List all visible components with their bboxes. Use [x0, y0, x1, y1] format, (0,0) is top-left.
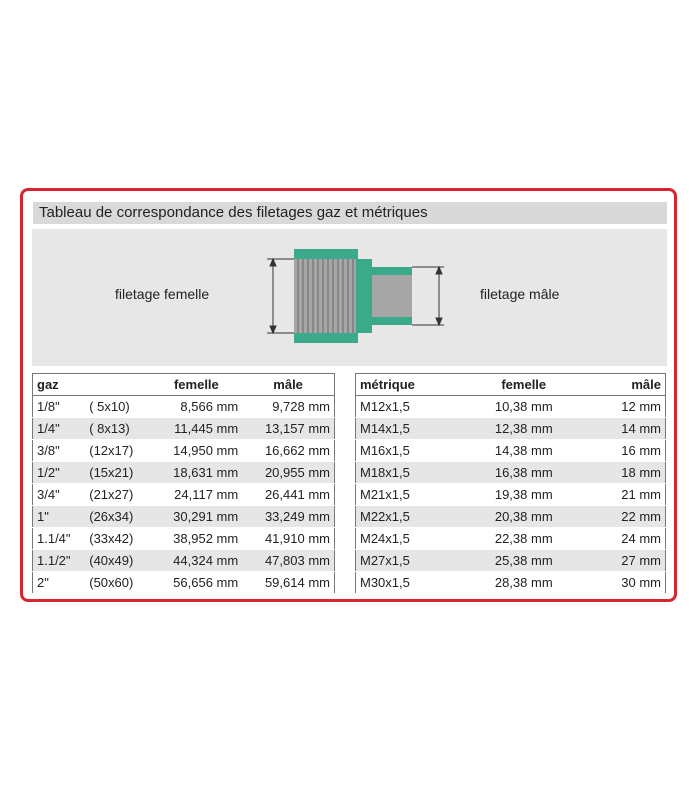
gaz-value: 2" — [33, 572, 86, 594]
gaz-size: (12x17) — [85, 440, 150, 462]
table-row — [356, 462, 666, 484]
table-title: Tableau de correspondance des filetages gaz et métriques — [33, 202, 667, 224]
table-row — [33, 484, 335, 506]
female-dimension-arrow — [267, 259, 294, 333]
male-value: 59,614 mm — [242, 572, 334, 594]
metrique-value: M12x1,5 — [356, 396, 467, 418]
male-value: 13,157 mm — [242, 418, 334, 440]
gaz-table — [32, 373, 335, 594]
metric-table-header — [356, 374, 666, 396]
femelle-value: 22,38 mm — [466, 528, 581, 550]
table-row — [356, 484, 666, 506]
male-value: 12 mm — [581, 396, 665, 418]
femelle-value: 10,38 mm — [466, 396, 581, 418]
femelle-value: 20,38 mm — [466, 506, 581, 528]
metric-table — [355, 373, 666, 594]
table-row — [33, 506, 335, 528]
gaz-value: 1/4" — [33, 418, 86, 440]
gaz-value: 1/8" — [33, 396, 86, 418]
female-thread-label: filetage femelle — [115, 286, 210, 302]
male-value: 9,728 mm — [242, 396, 334, 418]
femelle-value: 44,324 mm — [151, 550, 243, 572]
male-value: 30 mm — [581, 572, 665, 594]
femelle-value: 18,631 mm — [151, 462, 243, 484]
metrique-value: M22x1,5 — [356, 506, 467, 528]
gaz-size: (50x60) — [85, 572, 150, 594]
table-row — [33, 462, 335, 484]
gaz-value: 1.1/4" — [33, 528, 86, 550]
table-row — [356, 528, 666, 550]
header-femelle: femelle — [151, 374, 243, 396]
table-row — [356, 572, 666, 594]
table-row — [356, 440, 666, 462]
male-value: 16 mm — [581, 440, 665, 462]
gaz-value: 3/8" — [33, 440, 86, 462]
gaz-value: 3/4" — [33, 484, 86, 506]
male-value: 26,441 mm — [242, 484, 334, 506]
femelle-value: 16,38 mm — [466, 462, 581, 484]
table-row — [356, 396, 666, 418]
gaz-size: ( 8x13) — [85, 418, 150, 440]
femelle-value: 14,950 mm — [151, 440, 243, 462]
male-value: 33,249 mm — [242, 506, 334, 528]
male-value: 41,910 mm — [242, 528, 334, 550]
table-row — [356, 550, 666, 572]
gaz-size: (15x21) — [85, 462, 150, 484]
table-row — [33, 440, 335, 462]
femelle-value: 11,445 mm — [151, 418, 243, 440]
metrique-value: M27x1,5 — [356, 550, 467, 572]
header-male: mâle — [242, 374, 334, 396]
male-value: 20,955 mm — [242, 462, 334, 484]
metrique-value: M18x1,5 — [356, 462, 467, 484]
femelle-value: 25,38 mm — [466, 550, 581, 572]
header-male: mâle — [581, 374, 665, 396]
femelle-value: 38,952 mm — [151, 528, 243, 550]
metrique-value: M24x1,5 — [356, 528, 467, 550]
femelle-value: 56,656 mm — [151, 572, 243, 594]
femelle-value: 19,38 mm — [466, 484, 581, 506]
table-row — [33, 550, 335, 572]
gaz-value: 1/2" — [33, 462, 86, 484]
gaz-value: 1" — [33, 506, 86, 528]
femelle-value: 8,566 mm — [151, 396, 243, 418]
male-dimension-arrow — [412, 267, 444, 325]
fitting-diagram — [32, 229, 667, 366]
male-thread-label: filetage mâle — [480, 286, 560, 302]
thread-table-frame — [20, 188, 677, 602]
male-thread-shank — [372, 275, 412, 317]
metrique-value: M16x1,5 — [356, 440, 467, 462]
table-row — [33, 528, 335, 550]
male-value: 14 mm — [581, 418, 665, 440]
gaz-size: ( 5x10) — [85, 396, 150, 418]
metrique-value: M14x1,5 — [356, 418, 467, 440]
gaz-table-header — [33, 374, 335, 396]
metrique-value: M21x1,5 — [356, 484, 467, 506]
header-femelle: femelle — [466, 374, 581, 396]
male-value: 47,803 mm — [242, 550, 334, 572]
femelle-value: 28,38 mm — [466, 572, 581, 594]
table-row — [33, 572, 335, 594]
gaz-size: (21x27) — [85, 484, 150, 506]
male-value: 27 mm — [581, 550, 665, 572]
gaz-size: (33x42) — [85, 528, 150, 550]
gaz-size: (40x49) — [85, 550, 150, 572]
male-value: 16,662 mm — [242, 440, 334, 462]
male-value: 18 mm — [581, 462, 665, 484]
gaz-size: (26x34) — [85, 506, 150, 528]
femelle-value: 12,38 mm — [466, 418, 581, 440]
male-value: 22 mm — [581, 506, 665, 528]
male-value: 21 mm — [581, 484, 665, 506]
header-metrique: métrique — [356, 374, 467, 396]
table-row — [33, 396, 335, 418]
metrique-value: M30x1,5 — [356, 572, 467, 594]
femelle-value: 14,38 mm — [466, 440, 581, 462]
table-row — [356, 506, 666, 528]
gaz-value: 1.1/2" — [33, 550, 86, 572]
header-gaz: gaz — [33, 374, 151, 396]
femelle-value: 30,291 mm — [151, 506, 243, 528]
femelle-value: 24,117 mm — [151, 484, 243, 506]
table-row — [356, 418, 666, 440]
male-value: 24 mm — [581, 528, 665, 550]
table-row — [33, 418, 335, 440]
